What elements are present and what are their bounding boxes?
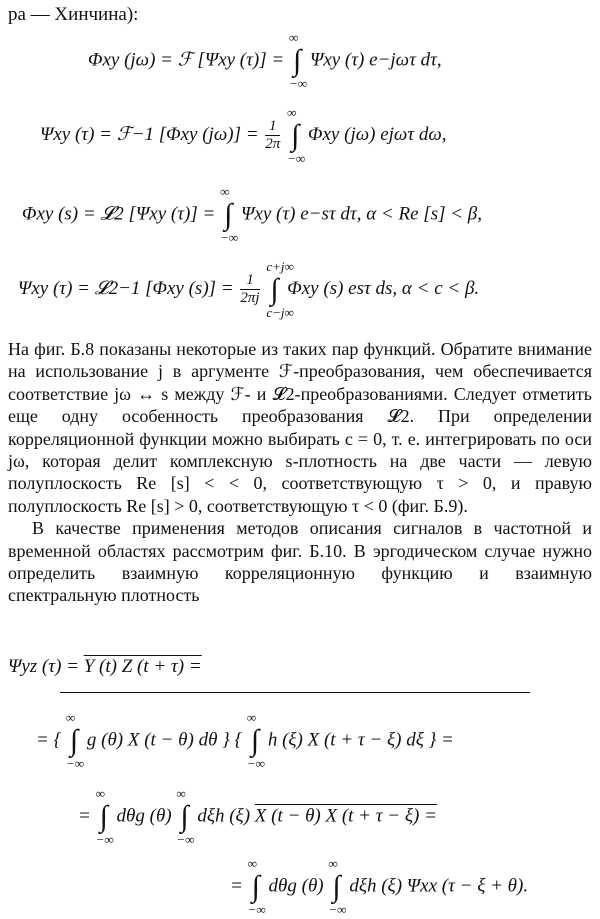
equation-1 (88, 30, 442, 91)
equation-5 (8, 656, 202, 678)
eq2-rhs: Φxy (jω) ejωτ dω, (308, 123, 447, 145)
fraction (265, 118, 280, 153)
integral-sign: ∫ ∞ −∞ (247, 856, 266, 917)
denominator: 2π (265, 136, 281, 152)
eq4-lhs: Ψxy (τ) = 𝓛2−1 [Φxy (s)] = (18, 277, 234, 299)
eq2-lhs: Ψxy (τ) = ℱ−1 [Φxy (jω)] = (40, 123, 259, 145)
eq7-rhs: X (t − θ) X (t + τ − ξ) = (254, 805, 437, 827)
eq7-mid2: dξh (ξ) (197, 805, 251, 827)
upper-limit: ∞ (288, 30, 299, 45)
eq1-lhs: Φxy (jω) = ℱ [Ψxy (τ)] = (88, 49, 285, 71)
eq6-lhs: = { (36, 729, 62, 751)
eq7-lhs: = (78, 805, 91, 827)
paragraph-1: На фиг. Б.8 показаны некоторые из таких пар функций. Обратите внимание на использование j в аргументе ℱ-преобразования, чем обеспечивается соответствие jω ↔ s между ℱ- и 𝓛2-преобразованиями. Следует отметить еще одну особенность преобразования 𝓛2. При определении корреляционной функции можно выбирать c = 0, т. е. интегрировать по оси jω, которая делит комплексную s-плотность на две части — левую полуплоскость Re [s] < < 0, соответствующую τ > 0, и правую полуплоскость Re [s] > 0, соответствующую τ < 0 (фиг. Б.9). (8, 339, 592, 516)
upper-limit: ∞ (65, 710, 76, 725)
integral-sign: ∫ ∞ −∞ (287, 104, 306, 166)
lower-limit: −∞ (246, 756, 265, 771)
body-text (8, 338, 592, 607)
upper-limit: c+j∞ (266, 258, 294, 274)
eq4-rhs: Φxy (s) esτ ds, α < c < β. (287, 277, 480, 299)
equation-6 (36, 710, 454, 771)
equation-7 (78, 786, 437, 847)
lower-limit: −∞ (247, 902, 266, 917)
eq5-lhs: Ψyz (τ) = (8, 656, 79, 677)
integral-sign: ∫ ∞ −∞ (176, 786, 195, 847)
equation-3 (22, 184, 483, 245)
lower-limit: −∞ (288, 76, 308, 91)
lower-limit: −∞ (328, 902, 347, 917)
lower-limit: c−j∞ (266, 304, 294, 320)
integral-sign: ∫ ∞ −∞ (288, 30, 308, 91)
numerator: 1 (240, 272, 259, 290)
eq1-rhs: Ψxy (τ) e−jωτ dτ, (309, 49, 442, 71)
upper-limit: ∞ (176, 786, 186, 801)
equation-4 (18, 258, 480, 320)
eq6-mid1: g (θ) X (t − θ) dθ } { (86, 729, 243, 751)
integral-sign: ∫ c+j∞ c−j∞ (266, 258, 294, 320)
upper-limit: ∞ (246, 710, 257, 725)
lower-limit: −∞ (287, 150, 306, 166)
numerator: 1 (265, 118, 280, 136)
integral-sign: ∫ ∞ −∞ (220, 184, 239, 245)
lower-limit: −∞ (220, 230, 239, 245)
eq3-rhs: Ψxy (τ) e−sτ dτ, α < Re [s] < β, (241, 203, 483, 225)
lower-limit: −∞ (95, 832, 114, 847)
upper-limit: ∞ (328, 856, 338, 871)
eq3-lhs: Φxy (s) = 𝓛2 [Ψxy (τ)] = (22, 203, 216, 225)
upper-limit: ∞ (220, 184, 230, 199)
eq8-mid1: dθg (θ) (268, 875, 324, 897)
eq8-lhs: = (230, 875, 243, 897)
lower-limit: −∞ (65, 756, 84, 771)
equation-8 (230, 856, 529, 917)
equation-2 (40, 104, 447, 166)
fraction (240, 272, 259, 307)
upper-limit: ∞ (287, 104, 297, 120)
overline-rule (60, 692, 530, 693)
integral-sign: ∫ ∞ −∞ (328, 856, 347, 917)
eq5-rhs: Y (t) Z (t + τ) = (83, 656, 202, 677)
lower-limit: −∞ (176, 832, 195, 847)
upper-limit: ∞ (95, 786, 105, 801)
integral-sign: ∫ ∞ −∞ (95, 786, 114, 847)
denominator: 2πj (240, 290, 260, 306)
upper-limit: ∞ (247, 856, 257, 871)
intro-line: ра — Хинчина): (8, 4, 139, 25)
eq6-mid2: h (ξ) X (t + τ − ξ) dξ } = (267, 729, 454, 751)
eq7-mid1: dθg (θ) (116, 805, 172, 827)
integral-sign: ∫ ∞ −∞ (246, 710, 265, 771)
integral-sign: ∫ ∞ −∞ (65, 710, 84, 771)
eq8-mid2: dξh (ξ) Ψxx (τ − ξ + θ). (349, 875, 529, 897)
paragraph-2: В качестве применения методов описания сигналов в частотной и временной областях рассмотрим фиг. Б.10. В эргодическом случае нужно определить взаимную корреляционную функцию и взаимную спектральную плотность (8, 518, 592, 606)
